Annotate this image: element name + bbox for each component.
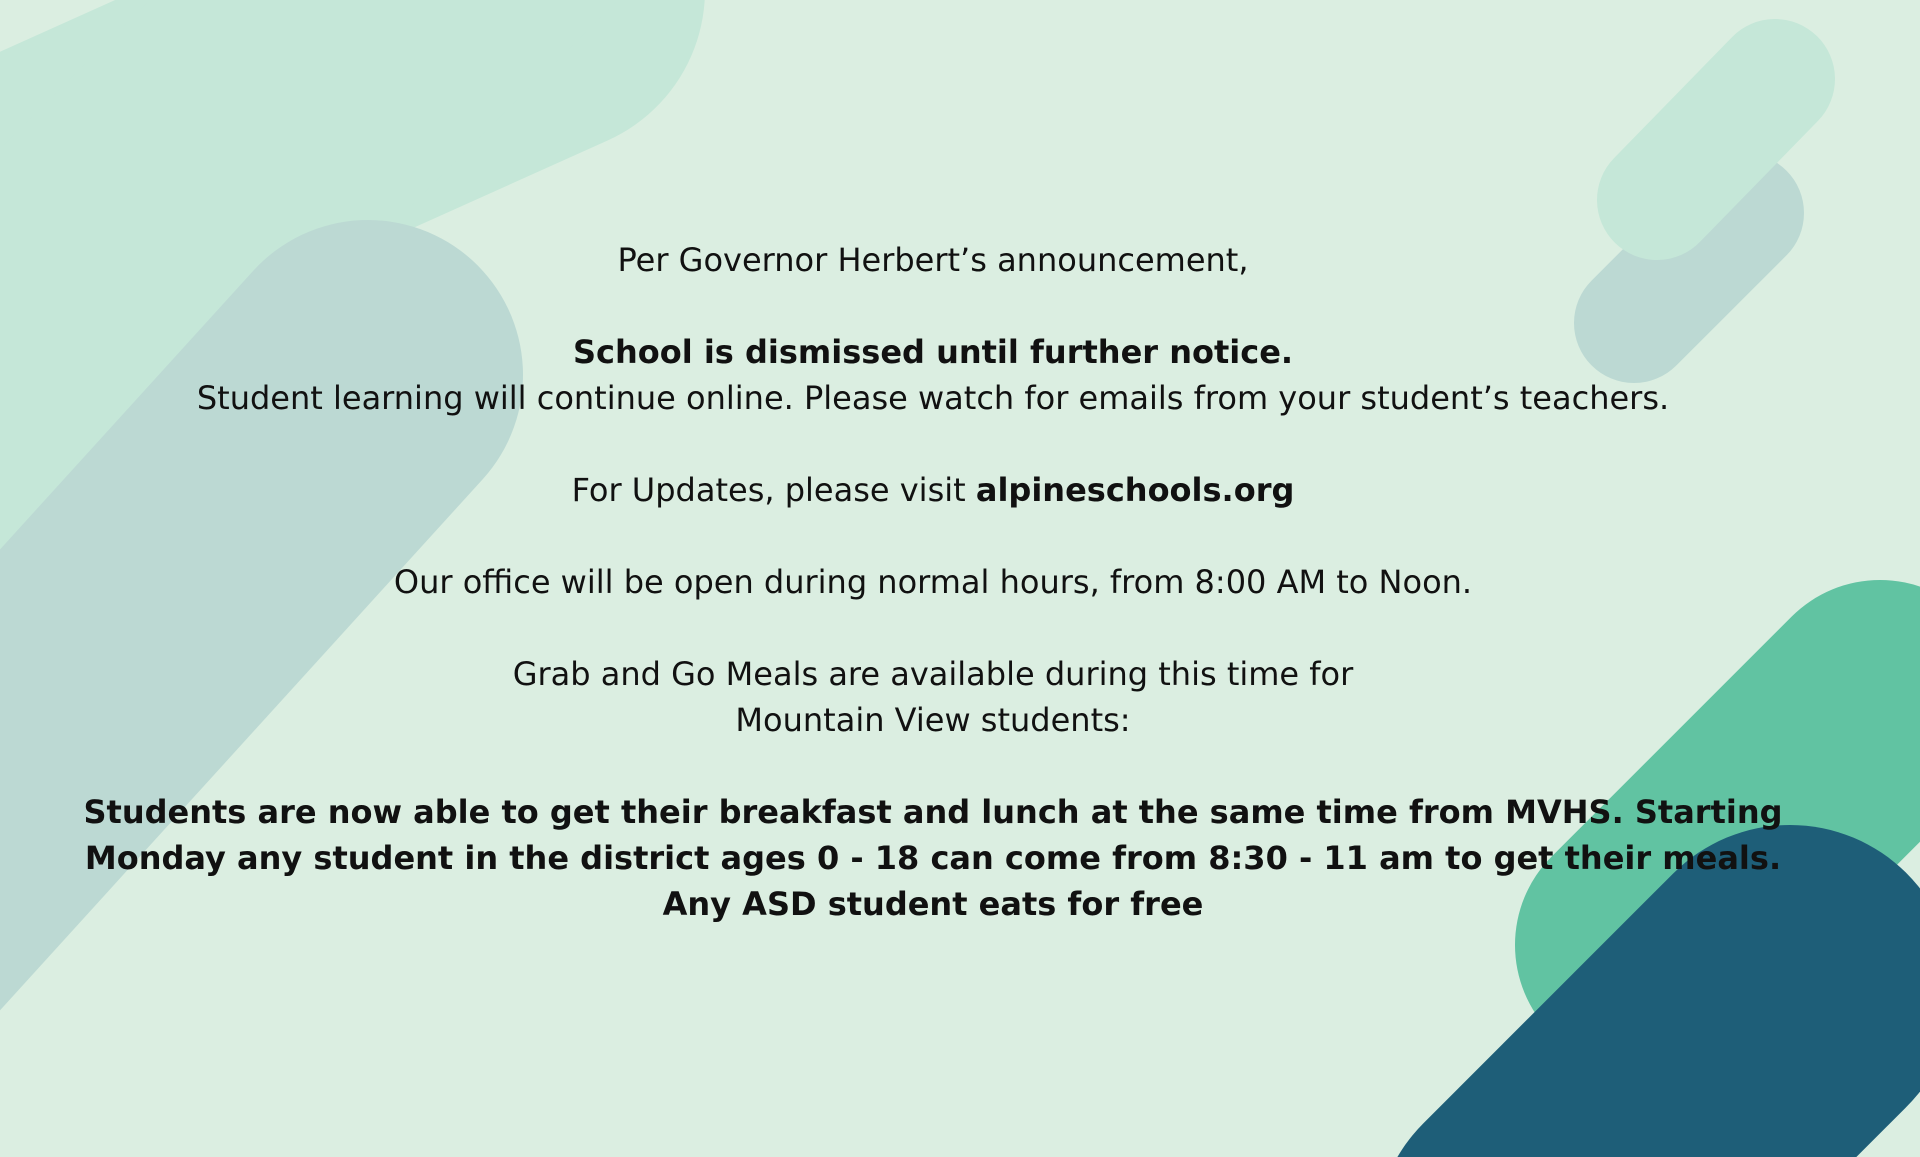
office-hours: Our office will be open during normal hours, from 8:00 AM to Noon. xyxy=(393,563,1473,601)
pale-mint-pill-top-right xyxy=(1657,79,1775,200)
spacer xyxy=(0,421,1866,467)
meals-details-line-3: Any ASD student eats for free xyxy=(662,885,1204,923)
spacer xyxy=(0,743,1866,789)
spacer xyxy=(0,605,1866,651)
online-learning-note: Student learning will continue online. Please watch for emails from your student’s teachers. xyxy=(196,379,1670,417)
dismissal-heading: School is dismissed until further notice. xyxy=(572,333,1294,371)
announcement-text xyxy=(0,237,1866,927)
updates-website: alpineschools.org xyxy=(975,471,1295,509)
dark-teal-stripe-bottom-right xyxy=(1540,990,1790,1157)
meals-intro-line-2: Mountain View students: xyxy=(735,701,1131,739)
meals-details xyxy=(0,789,1866,927)
meals-details-line-2: Monday any student in the district ages 0 - 18 can come from 8:30 - 11 am to get their meals. xyxy=(84,839,1782,877)
spacer xyxy=(0,283,1866,329)
updates-line xyxy=(0,467,1866,513)
spacer xyxy=(0,513,1866,559)
updates-prefix: For Updates, please visit xyxy=(571,471,976,509)
meals-intro-line-1: Grab and Go Meals are available during this time for xyxy=(512,655,1354,693)
announcement-intro: Per Governor Herbert’s announcement, xyxy=(617,241,1249,279)
meals-details-line-1: Students are now able to get their breakfast and lunch at the same time from MVHS. Starting xyxy=(83,793,1783,831)
